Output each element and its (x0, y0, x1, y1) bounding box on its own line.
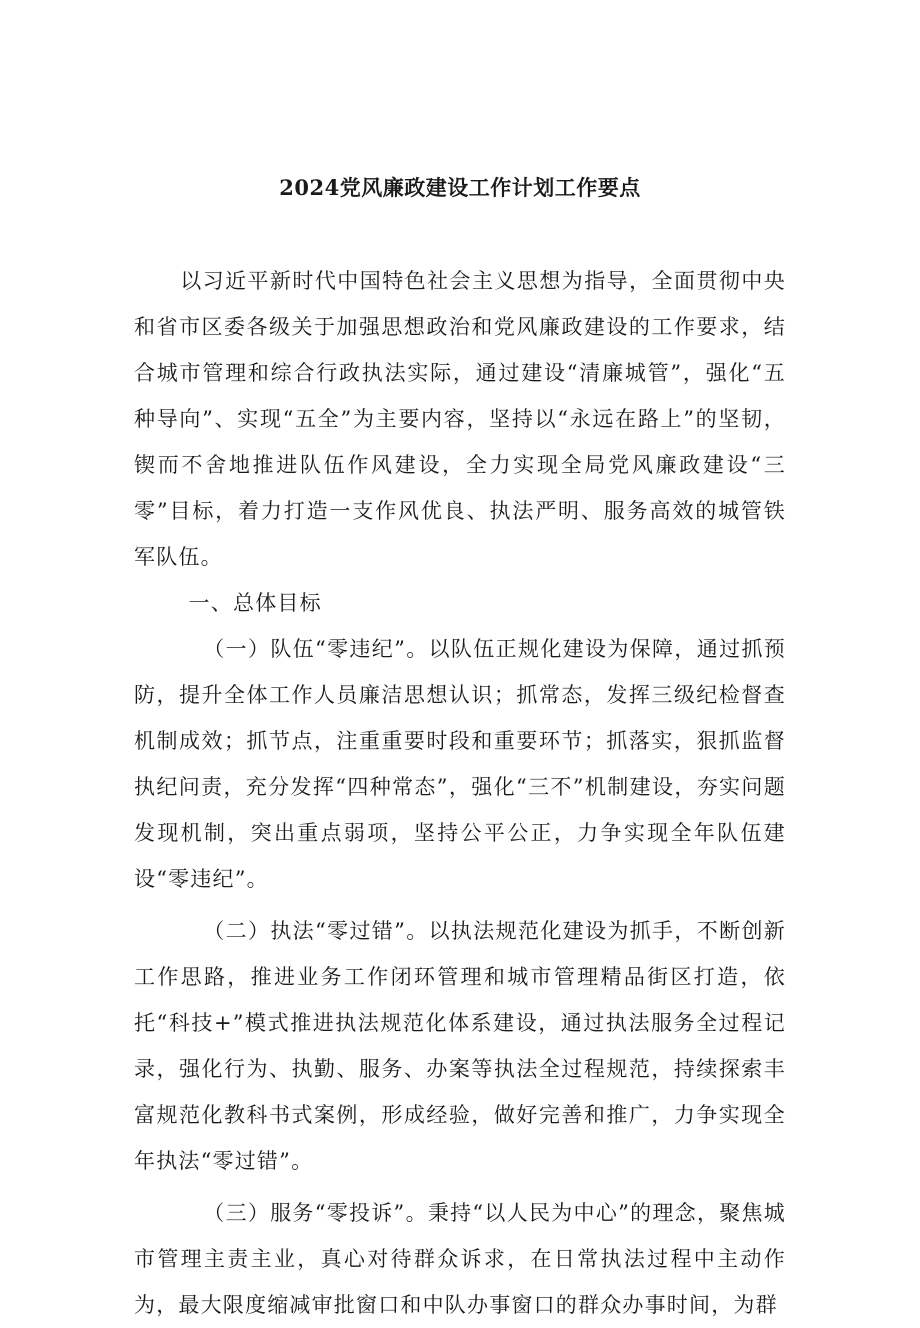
goal-paragraph-enforcement: （二）执法“零过错”。以执法规范化建设为抓手，不断创新工作思路，推进业务工作闭环管理和城市管理精品街区打造，依托“科技+”模式推进执法规范化体系建设，通过执法服务全过程记录，强化行为、执勤、服务、办案等执法全过程规范，持续探索丰富规范化教科书式案例，形成经验，做好完善和推广，力争实现全年执法“零过错”。 (134, 919, 786, 1173)
document-title: 2024党风廉政建设工作计划工作要点 (279, 175, 641, 200)
document-body (134, 258, 786, 1328)
goal-paragraph-team: （一）队伍“零违纪”。以队伍正规化建设为保障，通过抓预防，提升全体工作人员廉洁思想认识；抓常态，发挥三级纪检督查机制成效；抓节点，注重重要时段和重要环节；抓落实，狠抓监督执纪问责，充分发挥“四种常态”，强化“三不”机制建设，夯实问题发现机制，突出重点弱项，坚持公平公正，力争实现全年队伍建设“零违纪”。 (134, 637, 786, 891)
intro-paragraph: 以习近平新时代中国特色社会主义思想为指导，全面贯彻中央和省市区委各级关于加强思想政治和党风廉政建设的工作要求，结合城市管理和综合行政执法实际，通过建设“清廉城管”，强化“五种导向”、实现“五全”为主要内容，坚持以“永远在路上”的坚韧，锲而不舍地推进队伍作风建设，全力实现全局党风廉政建设“三零”目标，着力打造一支作风优良、执法严明、服务高效的城管铁军队伍。 (134, 269, 786, 569)
section-heading-overall-goals: 一、总体目标 (188, 591, 322, 615)
goal-paragraph-service: （三）服务“零投诉”。秉持“以人民为中心”的理念，聚焦城市管理主责主业，真心对待群众诉求，在日常执法过程中主动作为，最大限度缩减审批窗口和中队办事窗口的群众办事时间，为群 (134, 1201, 786, 1317)
